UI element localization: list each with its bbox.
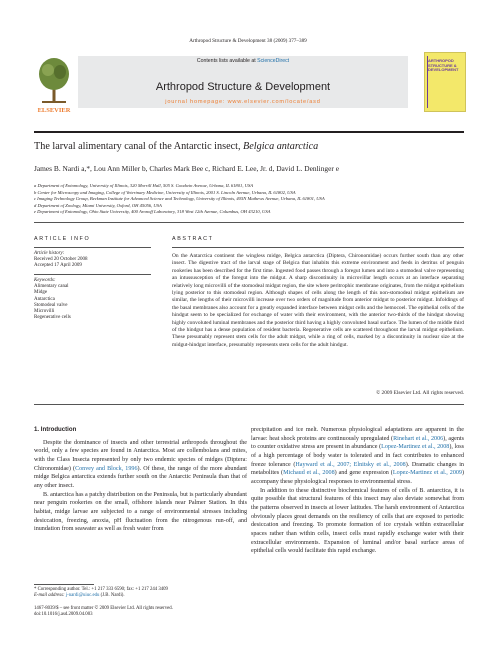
contents-line xyxy=(78,58,408,64)
abstract-text: On the Antarctica continent the wingless midge, Belgica antarctica (Diptera, Chironomidae) occurs further south than any other insect. The digestive tract of the larval stage of Belgica that inhabits this extreme environment and feeds in detritus of penguin rookeries has been described for the first time. Ingested food passes through a foregut lumen and into a stomodeal valve representing an intussusception of the foregut into the midgut. A sharp discontinuity in microvillar length occurs at an interface separating relatively long microvilli of the stomodeal midgut region, the site where peritrophic membrane originates, from the midgut epithelium lying posterior to this stomodeal region. Although shapes of cells along the length of this non-stomodeal midgut epithelium are similar, the lengths of their microvilli increase over two orders of magnitude from anterior midgut to posterior midgut. Infoldings of the basal membranes also account for a greatly expanded interface between midgut cells and the hemocoel. The epithelial cells of the hindgut seem to be specialized for exchange of water with their environment, with the anterior two-thirds of the hindgut showing highly convoluted luminal membranes and the posterior third having a highly convoluted basal surface. The lumen of the middle third of the hindgut has a dense population of resident bacteria. Regenerative cells are scattered throughout the larval midgut epithelium. These presumably represent stem cells for the adult midgut, while a ring of cells, marked by a discontinuity in nuclear size at the midgut-hindgut interface, presumably represents stem cells for the adult hindgut. xyxy=(172,253,464,348)
keywords-block xyxy=(34,278,152,321)
citation-link[interactable]: Rinehart et al., 2006 xyxy=(393,435,444,442)
abstract-label: ABSTRACT xyxy=(172,236,214,242)
keyword: Midge xyxy=(34,290,48,296)
citation-link[interactable]: Lopez-Martinez et al., 2008 xyxy=(381,444,450,451)
article-history xyxy=(34,251,152,270)
body-text: ), agents to counter oxidative stress are present in abundance ( xyxy=(251,435,464,451)
article-info-label: ARTICLE INFO xyxy=(34,236,91,242)
email-suffix: (J.B. Nardi). xyxy=(99,593,125,598)
running-head: Arthropod Structure & Development 38 (2009) 377–389 xyxy=(189,38,307,44)
journal-cover-thumbnail xyxy=(424,52,466,112)
body-text: precipitation and ice melt. Numerous physiological adaptations are apparent in the larvae: heat shock proteins are continuously upregulated ( xyxy=(251,427,464,442)
article-info-rule xyxy=(34,247,151,248)
affiliation-c: c Imaging Technology Group, Beckman Institute for Advanced Science and Technology, University of Illinois, 405N Mathews Avenue, Urbana, IL 61801, USA xyxy=(34,196,325,201)
email-link[interactable]: j-nardi@uiuc.edu xyxy=(65,593,100,598)
affiliation-e: e Department of Entomology, Ohio State University, 400 Aronoff Laboratory, 318 West 12th Avenue, Columbus, OH 43210, USA xyxy=(34,209,271,214)
affiliation-rule xyxy=(34,222,464,223)
body-text: ) and gene expression ( xyxy=(334,470,393,477)
journal-title: Arthropod Structure & Development xyxy=(155,81,331,93)
abstract-rule xyxy=(172,247,464,248)
intro-paragraph-4: In addition to these distinctive biochemical features of cells of B. antarctica, it is quite possible that structural features of this insect may also deviate somewhat from the patterns observed in insects at lower latitudes. The harsh environment of Antarctica obviously places great demands on the resiliency of cells that are exposed to periodic desiccation and freezing. To promote formation of ice crystals within extracellular spaces rather than within cells, insect cells must rapidly exchange water with their extracellular environments. Expansion of luminal and/or basal surface areas of epithelial cells would facilitate this rapid exchange. xyxy=(251,487,464,555)
issn-line: 1467-8039/$ – see front matter © 2009 Elsevier Ltd. All rights reserved. xyxy=(34,606,173,611)
affiliation-d: d Department of Zoology, Miami University, Oxford, OH 45056, USA xyxy=(34,202,162,208)
email-label: E-mail address: xyxy=(34,593,66,598)
keyword: Stomodeal valve xyxy=(34,302,68,308)
body-text: ) accompany these physiological responses to environmental stress. xyxy=(251,470,464,485)
affiliation-b: b Center for Microscopy and Imaging, College of Veterinary Medicine, University of Illinois, 2001 S. Lincoln Avenue, Urbana, IL 61802, USA xyxy=(34,189,296,195)
accepted-date: Accepted 17 April 2009 xyxy=(34,263,82,269)
citation-link[interactable]: Convey and Block, 1996 xyxy=(75,465,138,472)
journal-homepage-link[interactable]: journal homepage: www.elsevier.com/locate/asd xyxy=(165,99,321,105)
title-species: Belgica antarctica xyxy=(243,141,319,152)
footnote-rule xyxy=(34,584,94,585)
body-text: ), loss of a high percentage of body water is tolerated and in fact contributes to enhanced freeze tolerance ( xyxy=(251,444,464,468)
elsevier-tree-logo xyxy=(34,52,74,112)
article-title xyxy=(34,141,318,152)
citation-link[interactable]: Lopez-Martinez et al., 2009 xyxy=(392,470,462,477)
citation-link[interactable]: Hayward et al., 2007; Elnitsky et al., 2008 xyxy=(295,461,406,468)
left-column xyxy=(34,426,247,534)
keyword: Regenerative cells xyxy=(34,315,71,321)
keyword: Microvilli xyxy=(34,309,55,315)
keyword: Alimentary canal xyxy=(34,284,69,290)
intro-text: Despite the dominance of insects and other terrestrial arthropods throughout the world, only a few species are found in Antarctica. Most are collembolans and mites, with the Class Insecta represented by only two endemic species of midges (Diptera: Chironomidae) ( xyxy=(34,439,247,472)
contents-prefix: Contents lists available at xyxy=(196,58,256,64)
right-column xyxy=(251,426,464,556)
email-note xyxy=(34,593,125,599)
abstract-bottom-rule xyxy=(34,404,464,405)
corresponding-author-note: * Corresponding author. Tel.: +1 217 333 6590; fax: +1 217 244 3409 xyxy=(34,587,168,592)
cover-title: ARTHROPOD STRUCTURE & DEVELOPMENT xyxy=(428,58,459,73)
section-heading-introduction: 1. Introduction xyxy=(34,426,77,433)
keywords-label: Keywords: xyxy=(34,278,56,283)
history-label: Article history: xyxy=(34,251,65,256)
header-rule xyxy=(34,131,464,133)
author-list: James B. Nardi a,*, Lou Ann Miller b, Charles Mark Bee c, Richard E. Lee, Jr. d, David L. Denlinger e xyxy=(34,164,339,173)
intro-paragraph-3 xyxy=(251,426,464,487)
sciencedirect-link[interactable]: ScienceDirect xyxy=(257,58,290,64)
intro-paragraph-2: B. antarctica has a patchy distribution on the Peninsula, but is particularly abundant near penguin rookeries on the small, offshore islands near Palmer Station. In this habitat, midge larvae are subjected to a range of environmental stresses including desiccation, freezing, anoxia, pH fluctuation from the nitrogenous run-off, and inundation from seawater as well as fresh water from xyxy=(34,491,247,533)
affiliation-a: a Department of Entomology, University of Illinois, 320 Morrill Hall, 505 S. Goodwin Avenue, Urbana, IL 61801, USA xyxy=(34,183,254,188)
doi-line[interactable]: doi:10.1016/j.asd.2009.04.003 xyxy=(34,612,93,617)
intro-text: ). Of these, the range of the more abundant midge Belgica antarctica extends further south on the Antarctic Peninsula than that of any other insect. xyxy=(34,465,247,489)
keyword: Antarctica xyxy=(34,296,55,302)
body-text: ). Dramatic changes in metabolites ( xyxy=(251,461,464,477)
citation-link[interactable]: Michaud et al., 2008 xyxy=(283,470,335,477)
history-rule xyxy=(34,274,151,275)
received-date: Received 20 October 2008 xyxy=(34,257,88,263)
intro-paragraph-1 xyxy=(34,439,247,491)
abstract-copyright: © 2009 Elsevier Ltd. All rights reserved. xyxy=(376,390,464,396)
title-main: The larval alimentary canal of the Antarctic insect, xyxy=(34,141,244,152)
elsevier-wordmark: ELSEVIER xyxy=(37,107,71,114)
